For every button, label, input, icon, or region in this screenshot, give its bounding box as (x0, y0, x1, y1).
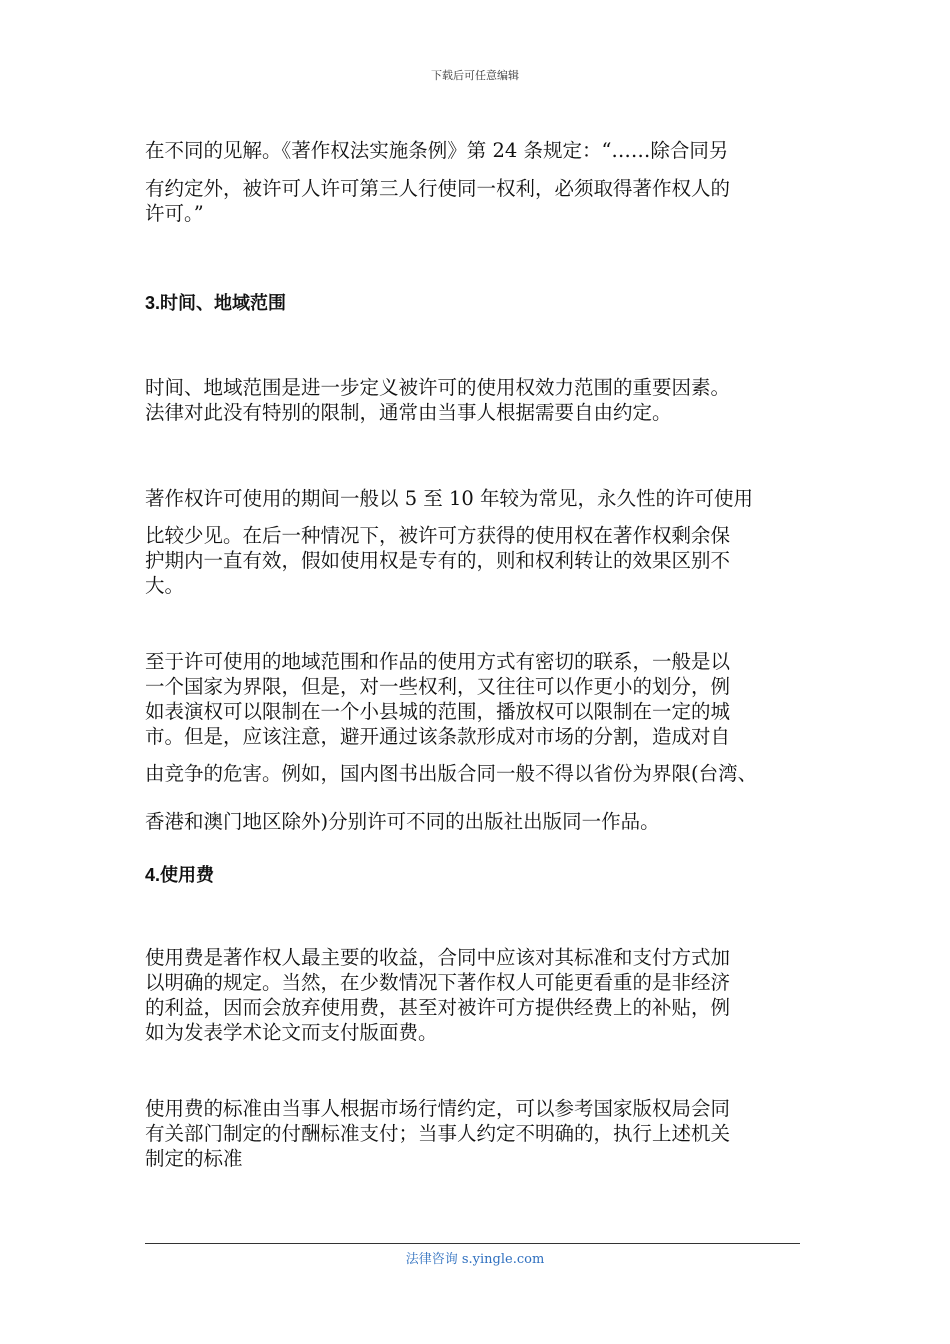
text-line: 如表演权可以限制在一个小县城的范围，播放权可以限制在一定的城 (145, 700, 731, 723)
page-header: 下载后可任意编辑 (431, 69, 519, 82)
footer-link[interactable]: 法律咨询 s.yingle.com (405, 1252, 545, 1267)
section-heading: 4.使用费 (145, 865, 215, 885)
text-line: 制定的标准 (145, 1147, 243, 1170)
text-line: 的利益，因而会放弃使用费，甚至对被许可方提供经费上的补贴，例 (145, 996, 731, 1019)
text-line: 以明确的规定。当然，在少数情况下著作权人可能更看重的是非经济 (145, 971, 731, 994)
text-line: 市。但是，应该注意，避开通过该条款形成对市场的分割，造成对自 (145, 725, 731, 748)
text-line: 著作权许可使用的期间一般以 5 至 10 年较为常见，永久性的许可使用 (145, 487, 754, 510)
text-line: 有约定外，被许可人许可第三人行使同一权利，必须取得著作权人的 (145, 177, 731, 200)
text-line: 使用费的标准由当事人根据市场行情约定，可以参考国家版权局会同 (145, 1097, 731, 1120)
text-line: 比较少见。在后一种情况下，被许可方获得的使用权在著作权剩余保 (145, 524, 731, 547)
text-line: 至于许可使用的地域范围和作品的使用方式有密切的联系，一般是以 (145, 650, 731, 673)
text-line: 护期内一直有效，假如使用权是专有的，则和权利转让的效果区别不 (145, 549, 731, 572)
text-line: 如为发表学术论文而支付版面费。 (145, 1021, 438, 1044)
text-line: 有关部门制定的付酬标准支付；当事人约定不明确的，执行上述机关 (145, 1122, 731, 1145)
text-line: 大。 (145, 574, 185, 597)
text-line: 一个国家为界限，但是，对一些权利，又往往可以作更小的划分，例 (145, 675, 731, 698)
text-line: 许可。” (145, 202, 204, 225)
text-line: 在不同的见解。《著作权法实施条例》第 24 条规定：“……除合同另 (145, 139, 729, 162)
text-line: 香港和澳门地区除外)分别许可不同的出版社出版同一作品。 (145, 810, 660, 833)
text-line: 使用费是著作权人最主要的收益，合同中应该对其标准和支付方式加 (145, 946, 731, 969)
text-line: 时间、地域范围是进一步定义被许可的使用权效力范围的重要因素。 (145, 376, 731, 399)
section-heading: 3.时间、地域范围 (145, 293, 287, 313)
text-line: 法律对此没有特别的限制，通常由当事人根据需要自由约定。 (145, 401, 672, 424)
text-line: 由竞争的危害。例如，国内图书出版合同一般不得以省份为界限(台湾、 (145, 762, 758, 785)
footer-divider (145, 1243, 800, 1244)
